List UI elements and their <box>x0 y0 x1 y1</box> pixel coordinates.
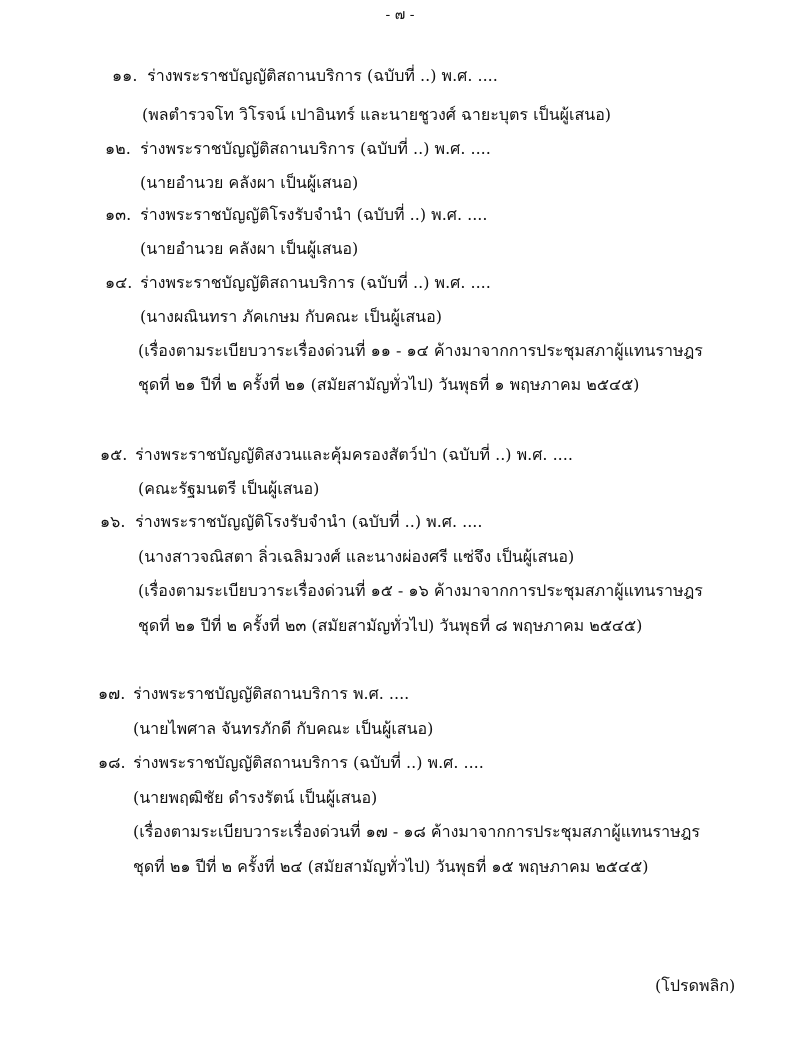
item-number: ๑๕. <box>100 445 128 464</box>
item-proposer: (พลตำรวจโท วิโรจน์ เปาอินทร์ และนายชูวงศ์ ฉายะบุตร เป็นผู้เสนอ) <box>142 105 612 124</box>
item-number: ๑๑. <box>112 66 138 85</box>
item-proposer: (นางสาวจณิสตา ลิ่วเฉลิมวงศ์ และนางผ่องศรี แซ่จึง เป็นผู้เสนอ) <box>138 547 575 566</box>
agenda-item-15 <box>100 444 573 466</box>
item-number: ๑๗. <box>98 684 126 703</box>
item-number: ๑๓. <box>105 205 132 224</box>
agenda-note-line: ชุดที่ ๒๑ ปีที่ ๒ ครั้งที่ ๒๓ (สมัยสามัญทั่วไป) วันพุธที่ ๘ พฤษภาคม ๒๕๔๕) <box>138 616 643 635</box>
item-proposer: (นายอำนวย คลังผา เป็นผู้เสนอ) <box>140 239 359 258</box>
item-title: ร่างพระราชบัญญัติสถานบริการ (ฉบับที่ ..) พ.ศ. .... <box>133 753 484 772</box>
page-number: - ๗ - <box>385 7 415 23</box>
item-title: ร่างพระราชบัญญัติสถานบริการ พ.ศ. .... <box>133 684 410 703</box>
item-title: ร่างพระราชบัญญัติสถานบริการ (ฉบับที่ ..) พ.ศ. .... <box>140 139 491 158</box>
item-number: ๑๘. <box>98 753 126 772</box>
item-number: ๑๖. <box>100 512 126 531</box>
item-proposer: (นายอำนวย คลังผา เป็นผู้เสนอ) <box>140 173 359 192</box>
agenda-item-12 <box>105 138 491 160</box>
item-proposer: (นางผณินทรา ภัคเกษม กับคณะ เป็นผู้เสนอ) <box>140 307 442 326</box>
agenda-item-18 <box>98 752 484 774</box>
agenda-item-11 <box>112 65 498 87</box>
item-title: ร่างพระราชบัญญัติสถานบริการ (ฉบับที่ ..) พ.ศ. .... <box>147 66 498 85</box>
agenda-item-17 <box>98 683 409 705</box>
item-number: ๑๔. <box>105 273 133 292</box>
item-number: ๑๒. <box>105 139 131 158</box>
turn-page-note: (โปรดพลิก) <box>655 976 736 995</box>
agenda-item-13 <box>105 204 487 226</box>
item-title: ร่างพระราชบัญญัติโรงรับจำนำ (ฉบับที่ ..) พ.ศ. .... <box>135 512 483 531</box>
item-title: ร่างพระราชบัญญัติสงวนและคุ้มครองสัตว์ป่า (ฉบับที่ ..) พ.ศ. .... <box>135 445 573 464</box>
agenda-note-line: (เรื่องตามระเบียบวาระเรื่องด่วนที่ ๑๑ - ๑๔ ค้างมาจากการประชุมสภาผู้แทนราษฎร <box>138 341 703 360</box>
agenda-item-16 <box>100 511 482 533</box>
agenda-note-line: ชุดที่ ๒๑ ปีที่ ๒ ครั้งที่ ๒๑ (สมัยสามัญทั่วไป) วันพุธที่ ๑ พฤษภาคม ๒๕๔๕) <box>138 375 640 394</box>
item-proposer: (นายไพศาล จันทรภักดี กับคณะ เป็นผู้เสนอ) <box>133 719 434 738</box>
item-proposer: (นายพฤฒิชัย ดำรงรัตน์ เป็นผู้เสนอ) <box>133 788 378 807</box>
agenda-note-line: (เรื่องตามระเบียบวาระเรื่องด่วนที่ ๑๗ - ๑๘ ค้างมาจากการประชุมสภาผู้แทนราษฎร <box>133 822 700 841</box>
agenda-note-line: (เรื่องตามระเบียบวาระเรื่องด่วนที่ ๑๕ - ๑๖ ค้างมาจากการประชุมสภาผู้แทนราษฎร <box>138 581 703 600</box>
agenda-item-14 <box>105 272 491 294</box>
agenda-note-line: ชุดที่ ๒๑ ปีที่ ๒ ครั้งที่ ๒๔ (สมัยสามัญทั่วไป) วันพุธที่ ๑๕ พฤษภาคม ๒๕๔๕) <box>133 857 649 876</box>
item-title: ร่างพระราชบัญญัติสถานบริการ (ฉบับที่ ..) พ.ศ. .... <box>140 273 491 292</box>
item-title: ร่างพระราชบัญญัติโรงรับจำนำ (ฉบับที่ ..) พ.ศ. .... <box>140 205 488 224</box>
item-proposer: (คณะรัฐมนตรี เป็นผู้เสนอ) <box>138 479 320 498</box>
